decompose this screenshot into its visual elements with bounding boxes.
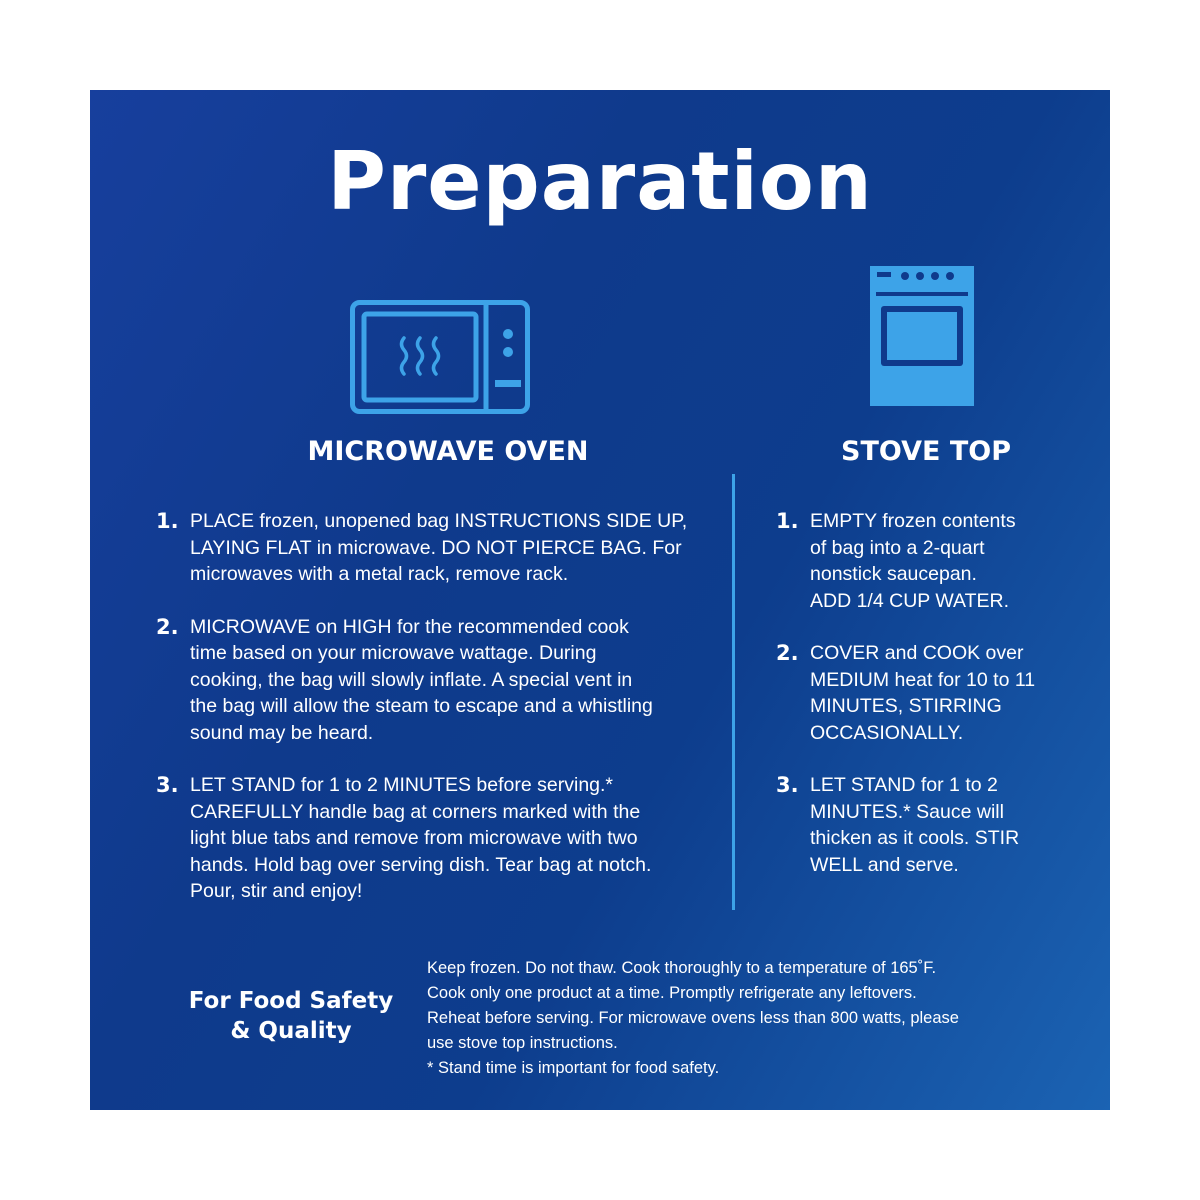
step-line: LET STAND for 1 to 2 MINUTES before serving.* [190,774,614,796]
step-text [810,772,1076,878]
step-line: of bag into a 2-quart [810,536,985,559]
stove-step-1 [776,508,1076,614]
step-line: nonstick saucepan. [810,563,977,585]
stove-step-2 [776,640,1076,746]
step-line: microwaves with a metal rack, remove rack. [190,563,569,585]
step-line: WELL and serve. [810,853,959,876]
step-line: COVER and COOK over [810,642,1024,664]
step-line: EMPTY frozen contents [810,510,1016,532]
step-line: CAREFULLY handle bag at corners marked with the [190,800,641,823]
step-line: OCCASIONALLY. [810,721,964,744]
step-line: MEDIUM heat for 10 to 11 [810,668,1036,691]
step-line: ADD 1/4 CUP WATER. [810,589,1010,612]
step-line: time based on your microwave wattage. During [190,642,597,664]
step-number: 1. [776,509,799,533]
step-line: MICROWAVE on HIGH for the recommended cook [190,615,629,638]
microwave-icon [350,300,530,414]
step-line: sound may be heard. [190,721,374,744]
step-line: cooking, the bag will slowly inflate. A special vent in [190,668,633,691]
microwave-step-3 [156,772,716,905]
step-text [810,640,1076,746]
step-text [190,614,716,747]
step-line: LAYING FLAT in microwave. DO NOT PIERCE BAG. For [190,536,682,559]
food-safety-line: * Stand time is important for food safety. [427,1059,720,1077]
step-line: PLACE frozen, unopened bag INSTRUCTIONS SIDE UP, [190,510,688,532]
step-line: thicken as it cools. STIR [810,827,1020,849]
food-safety-line: Cook only one product at a time. Promptly refrigerate any leftovers. [427,984,917,1002]
microwave-steps [156,508,716,931]
stove-icon [868,266,976,406]
step-number: 3. [156,773,179,797]
step-line: hands. Hold bag over serving dish. Tear bag at notch. [190,853,652,876]
food-safety-line: Keep frozen. Do not thaw. Cook thoroughly to a temperature of 165˚F. [427,959,937,977]
step-text [190,508,716,588]
microwave-step-1 [156,508,716,588]
step-line: the bag will allow the steam to escape and a whistling [190,695,653,717]
stove-heading: STOVE TOP [841,436,1011,467]
step-line: MINUTES.* Sauce will [810,800,1004,823]
step-number: 1. [156,509,179,533]
food-safety-title-line: & Quality [230,1018,352,1044]
step-number: 2. [776,641,799,665]
food-safety-title [186,986,396,1046]
step-number: 2. [156,614,179,639]
stove-step-3 [776,772,1076,878]
step-text [190,772,716,905]
food-safety-text [427,956,1067,1081]
microwave-heading: MICROWAVE OVEN [307,436,589,467]
food-safety-line: Reheat before serving. For microwave ovens less than 800 watts, please [427,1009,959,1027]
step-line: Pour, stir and enjoy! [190,880,363,902]
step-text [810,508,1076,614]
microwave-step-2 [156,614,716,747]
step-line: light blue tabs and remove from microwave with two [190,827,638,849]
step-number: 3. [776,773,799,797]
step-line: LET STAND for 1 to 2 [810,774,998,796]
column-divider [732,474,735,910]
food-safety-title-line: For Food Safety [188,988,394,1014]
preparation-panel [90,90,1110,1110]
food-safety-line: use stove top instructions. [427,1034,618,1052]
stove-steps [776,508,1076,904]
step-line: MINUTES, STIRRING [810,695,1002,717]
page-title: Preparation [327,135,873,228]
